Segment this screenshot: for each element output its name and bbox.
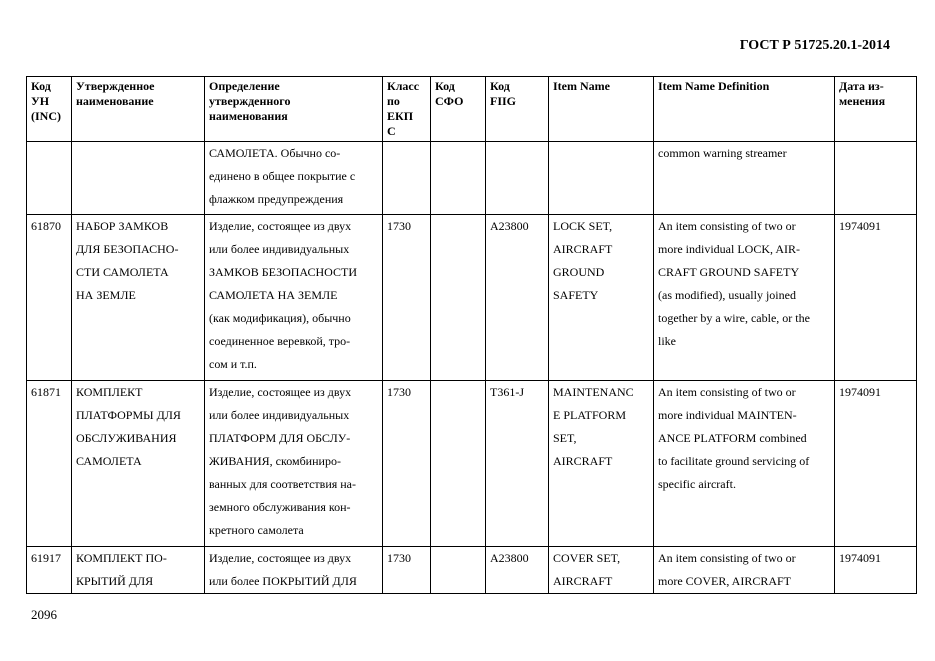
table-row	[27, 381, 917, 547]
column-header: Код УН (INC)	[27, 77, 72, 142]
column-header: Дата из- менения	[835, 77, 917, 142]
item-definition-cell: common warning streamer	[654, 142, 835, 215]
date-cell: 1974091	[835, 215, 917, 381]
class-cell: 1730	[383, 381, 431, 547]
item-definition-cell: An item consisting of two or more individual MAINTEN- ANCE PLATFORM combined to facilitate ground servicing of specific aircraft.	[654, 381, 835, 547]
definition-cell: Изделие, состоящее из двух или более индивидуальных ЗАМКОВ БЕЗОПАСНОСТИ САМОЛЕТА НА ЗЕМЛЕ (как модификация), обычно соединенное веревкой, тро- сом и т.п.	[205, 215, 383, 381]
sfo-cell	[431, 142, 486, 215]
sfo-cell	[431, 547, 486, 599]
item-definition-cell: An item consisting of two or more individual LOCK, AIR- CRAFT GROUND SAFETY (as modified), usually joined together by a wire, cable, or the like	[654, 215, 835, 381]
table-row	[27, 547, 917, 599]
name-cell	[72, 142, 205, 215]
page-bottom-margin	[0, 593, 935, 661]
inc-cell: 61871	[27, 381, 72, 547]
class-cell: 1730	[383, 547, 431, 599]
name-cell: НАБОР ЗАМКОВ ДЛЯ БЕЗОПАСНО- СТИ САМОЛЕТА НА ЗЕМЛЕ	[72, 215, 205, 381]
definition-cell: Изделие, состоящее из двух или более индивидуальных ПЛАТФОРМ ДЛЯ ОБСЛУ- ЖИВАНИЯ, скомбиниро- ванных для соответствия на- земного обслуживания кон- кретного самолета	[205, 381, 383, 547]
fiig-cell: A23800	[486, 215, 549, 381]
table-header-row	[27, 77, 917, 142]
definition-cell: Изделие, состоящее из двух или более ПОКРЫТИЙ ДЛЯ	[205, 547, 383, 599]
column-header: Определение утвержденного наименования	[205, 77, 383, 142]
class-cell: 1730	[383, 215, 431, 381]
item-definition-cell: An item consisting of two or more COVER, AIRCRAFT	[654, 547, 835, 599]
column-header: Класс по ЕКП С	[383, 77, 431, 142]
column-header: Код СФО	[431, 77, 486, 142]
item-name-cell: COVER SET, AIRCRAFT	[549, 547, 654, 599]
date-cell	[835, 142, 917, 215]
inc-cell	[27, 142, 72, 215]
name-cell: КОМПЛЕКТ ПЛАТФОРМЫ ДЛЯ ОБСЛУЖИВАНИЯ САМОЛЕТА	[72, 381, 205, 547]
date-cell: 1974091	[835, 547, 917, 599]
table-row	[27, 142, 917, 215]
item-name-cell: MAINTENANC E PLATFORM SET, AIRCRAFT	[549, 381, 654, 547]
document-title: ГОСТ Р 51725.20.1-2014	[739, 38, 890, 53]
inc-cell: 61870	[27, 215, 72, 381]
table-bottom-border	[26, 593, 917, 594]
fiig-cell: T361-J	[486, 381, 549, 547]
name-cell: КОМПЛЕКТ ПО- КРЫТИЙ ДЛЯ	[72, 547, 205, 599]
definition-cell: САМОЛЕТА. Обычно со- единено в общее покрытие с флажком предупреждения	[205, 142, 383, 215]
item-name-cell: LOCK SET, AIRCRAFT GROUND SAFETY	[549, 215, 654, 381]
sfo-cell	[431, 381, 486, 547]
column-header: Item Name Definition	[654, 77, 835, 142]
column-header: Item Name	[549, 77, 654, 142]
class-cell	[383, 142, 431, 215]
column-header: Утвержденное наименование	[72, 77, 205, 142]
page-number: 2096	[31, 607, 57, 622]
date-cell: 1974091	[835, 381, 917, 547]
sfo-cell	[431, 215, 486, 381]
fiig-cell	[486, 142, 549, 215]
data-table	[26, 76, 917, 599]
inc-cell: 61917	[27, 547, 72, 599]
column-header: Код FIIG	[486, 77, 549, 142]
fiig-cell: A23800	[486, 547, 549, 599]
table-row	[27, 215, 917, 381]
item-name-cell	[549, 142, 654, 215]
